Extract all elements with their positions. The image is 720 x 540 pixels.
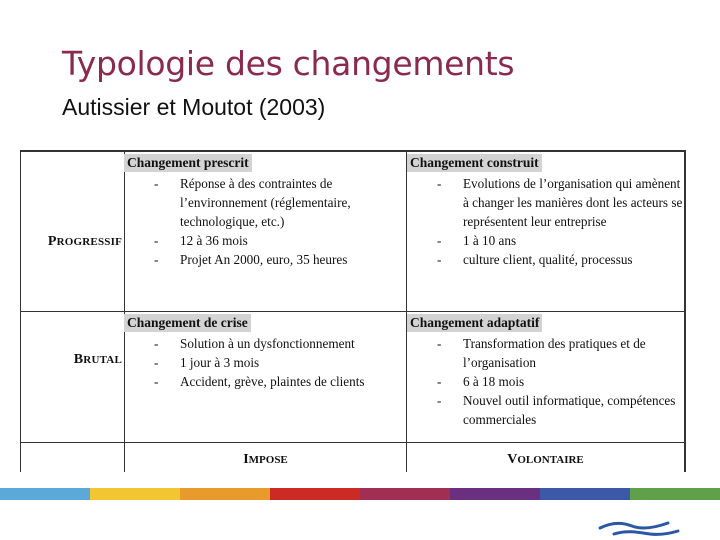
matrix-left-border	[20, 150, 21, 472]
stripe-segment	[630, 488, 720, 500]
list-item: - Accident, grève, plaintes de clients	[154, 374, 365, 389]
list-item: - Nouvel outil informatique, compétences commerciales	[437, 393, 676, 427]
cell-changement-de-crise	[124, 314, 400, 391]
cell-title: Changement prescrit	[124, 154, 252, 172]
matrix-right-border	[684, 150, 686, 472]
list-item: - 1 jour à 3 mois	[154, 355, 260, 370]
stripe-segment	[450, 488, 540, 500]
list-item: - culture client, qualité, processus	[437, 252, 633, 267]
change-typology-matrix	[20, 150, 686, 472]
stripe-segment	[90, 488, 180, 500]
row-label-progressif: PROGRESSIF	[47, 234, 122, 249]
list-item: - Transformation des pratiques et de l’organisation	[437, 336, 646, 370]
list-item: - Réponse à des contraintes de l’environnement (réglementaire, technologique, etc.)	[154, 176, 351, 229]
page-title: Typologie des changements	[62, 44, 515, 83]
cell-changement-prescrit	[124, 154, 400, 269]
stripe-segment	[180, 488, 270, 500]
cell-title: Changement adaptatif	[407, 314, 542, 332]
list-item: - Solution à un dysfonctionnement	[154, 336, 355, 351]
cell-title: Changement de crise	[124, 314, 251, 332]
footer-color-stripe	[0, 488, 720, 500]
stripe-segment	[270, 488, 360, 500]
cell-changement-construit	[407, 154, 683, 269]
cell-changement-adaptatif	[407, 314, 683, 429]
list-item: - 1 à 10 ans	[437, 233, 517, 248]
cell-title: Changement construit	[407, 154, 542, 172]
matrix-middle-line	[20, 311, 686, 312]
stripe-segment	[540, 488, 630, 500]
list-item: - Projet An 2000, euro, 35 heures	[154, 252, 348, 267]
stripe-segment	[360, 488, 450, 500]
column-label-volontaire: VOLONTAIRE	[507, 452, 584, 467]
list-item: - Evolutions de l’organisation qui amènent à changer les manières dont les acteurs se représentent leur entreprise	[437, 176, 683, 229]
wave-logo-icon	[598, 520, 680, 538]
row-label-brutal: BRUTAL	[73, 352, 122, 367]
matrix-top-border	[20, 150, 686, 152]
page-subtitle: Autissier et Moutot (2003)	[62, 94, 326, 120]
matrix-bottom-line	[20, 442, 686, 443]
list-item: - 6 à 18 mois	[437, 374, 525, 389]
column-label-impose: IMPOSE	[243, 452, 288, 467]
list-item: - 12 à 36 mois	[154, 233, 248, 248]
stripe-segment	[0, 488, 90, 500]
